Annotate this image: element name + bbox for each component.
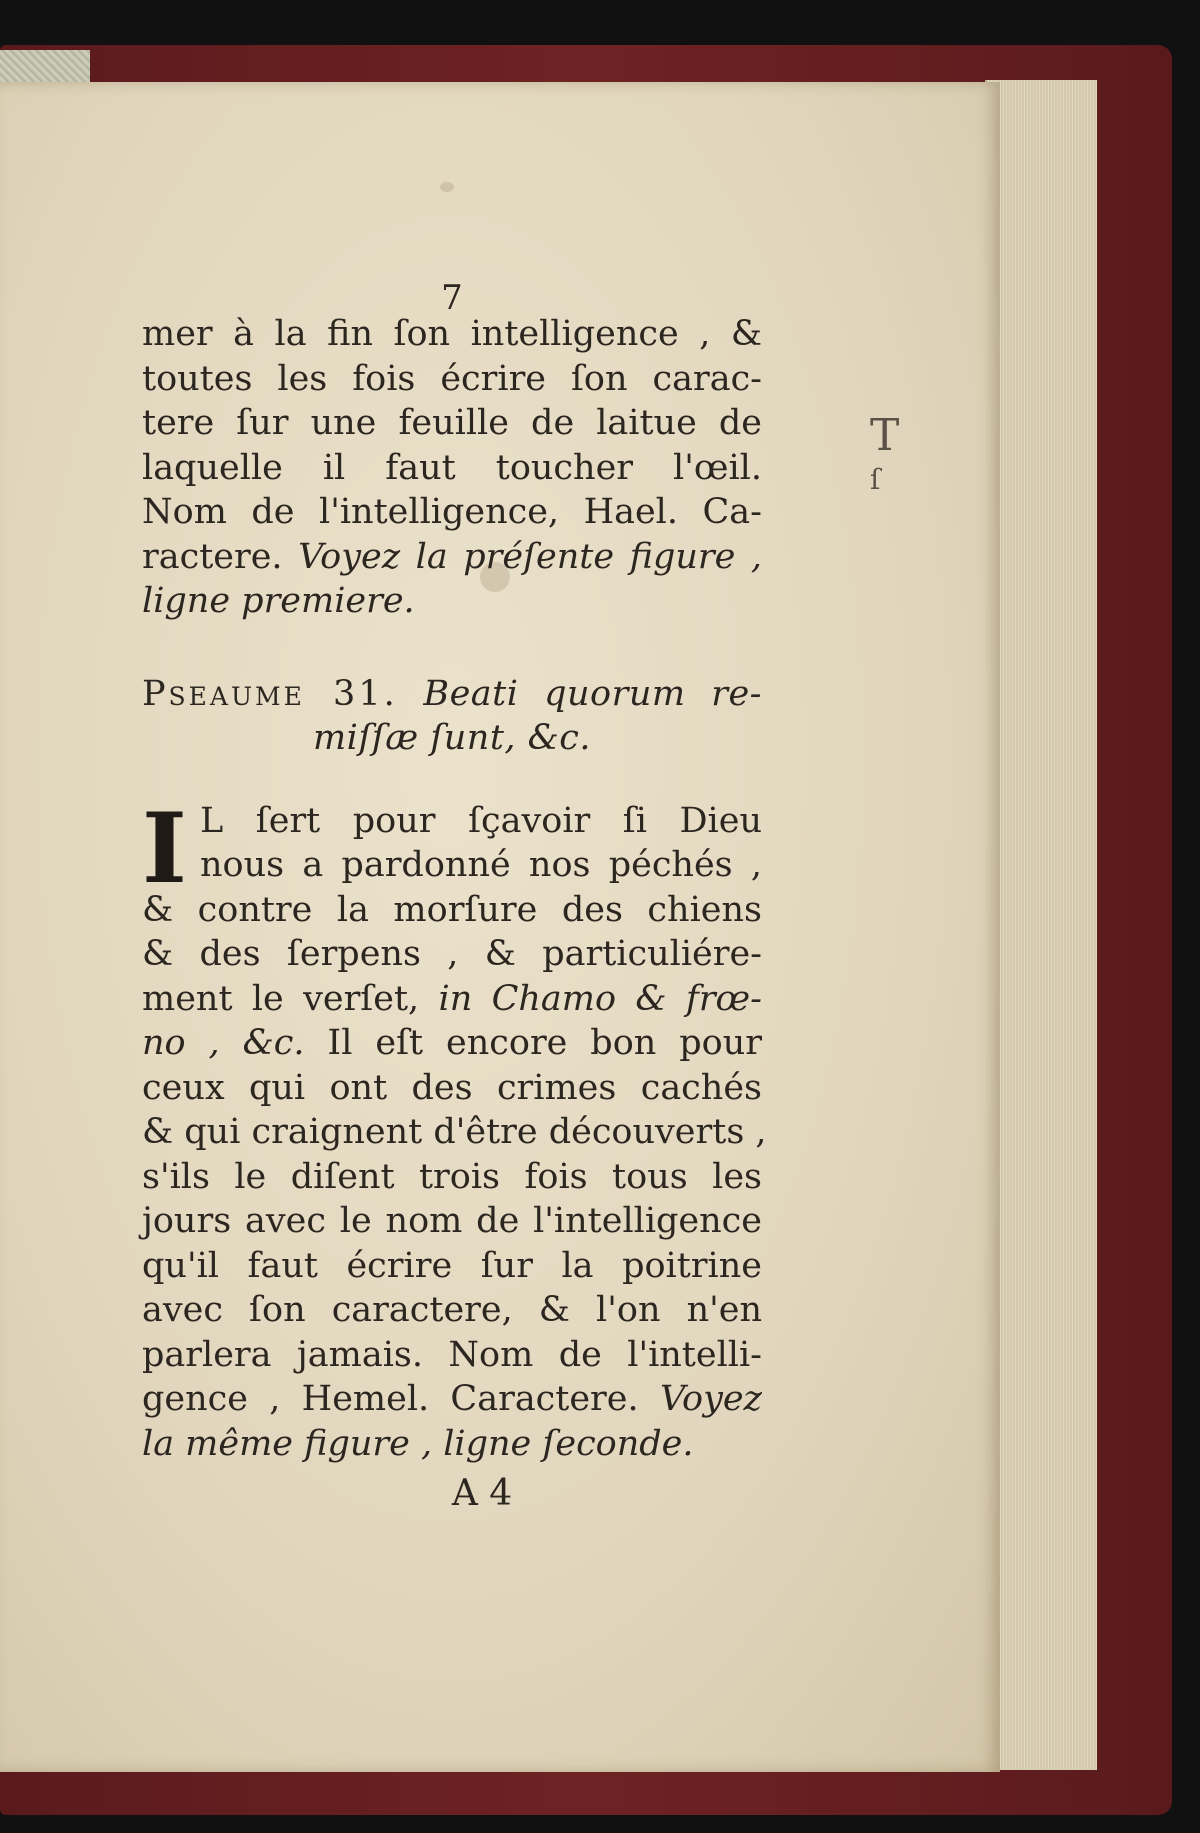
text-line: qu'il faut écrire ſur la poitrine [142, 1245, 762, 1286]
text-line: Nom de l'intelligence, Hael. Ca- [142, 492, 762, 532]
text-line: L ſert pour ſçavoir ſi Dieu [200, 800, 762, 841]
text-line: s'ils le diſent trois fois tous les [142, 1156, 762, 1197]
psalm-heading [142, 672, 762, 761]
text-line: nous a pardonné nos péchés , [200, 845, 762, 885]
text-line [142, 1377, 762, 1422]
text-italic: Voyez [659, 1379, 762, 1419]
text-line: toutes les fois écrire ſon carac- [142, 358, 762, 399]
text-line [142, 977, 762, 1022]
psalm-label: Pseaume 31. [142, 673, 398, 714]
text-line: parlera jamais. Nom de l'intelli- [142, 1334, 762, 1375]
drop-cap: I [142, 791, 187, 905]
heading-line [142, 672, 762, 717]
text-line: mer à la fin ſon intelligence , & [142, 314, 762, 354]
text-italic: Voyez la préſente figure , [298, 536, 762, 577]
text-roman: ment le verſet, [142, 978, 439, 1019]
margin-glyph: T ſ [870, 410, 900, 496]
paragraph [142, 791, 767, 1467]
psalm-title: Beati quorum re- [423, 673, 762, 714]
text-line [142, 1021, 762, 1066]
text-roman: Il eſt encore bon pour [304, 1023, 762, 1063]
text-italic: in Chamo & frœ- [438, 978, 762, 1019]
heading-line: miſſæ ſunt, &c. [312, 718, 592, 758]
text-line: avec ſon caractere, & l'on n'en [142, 1290, 762, 1330]
text-line: ligne premiere. [142, 581, 415, 621]
text-roman: ractere. [142, 536, 299, 577]
page-text [142, 278, 767, 1517]
signature-mark: A 4 [451, 1473, 513, 1514]
text-roman: gence , Hemel. Caractere. [142, 1379, 660, 1419]
page-number: 7 [441, 278, 463, 318]
text-line: la même figure , ligne ſeconde. [142, 1423, 694, 1464]
text-line: & contre la morſure des chiens [142, 889, 762, 930]
page-edges [985, 80, 1097, 1770]
text-line: & des ſerpens , & particuliére- [142, 934, 762, 974]
text-line: jours avec le nom de l'intelligence [142, 1201, 762, 1241]
text-line: laquelle il faut toucher l'œil. [142, 447, 762, 488]
text-line: tere ſur une feuille de laitue de [142, 403, 762, 443]
text-italic: no , &c. [142, 1023, 305, 1063]
text-line: & qui craignent d'être découverts , [142, 1112, 767, 1152]
text-line [142, 535, 762, 580]
text-line: ceux qui ont des crimes cachés [142, 1067, 762, 1108]
ink-stain [440, 182, 454, 192]
